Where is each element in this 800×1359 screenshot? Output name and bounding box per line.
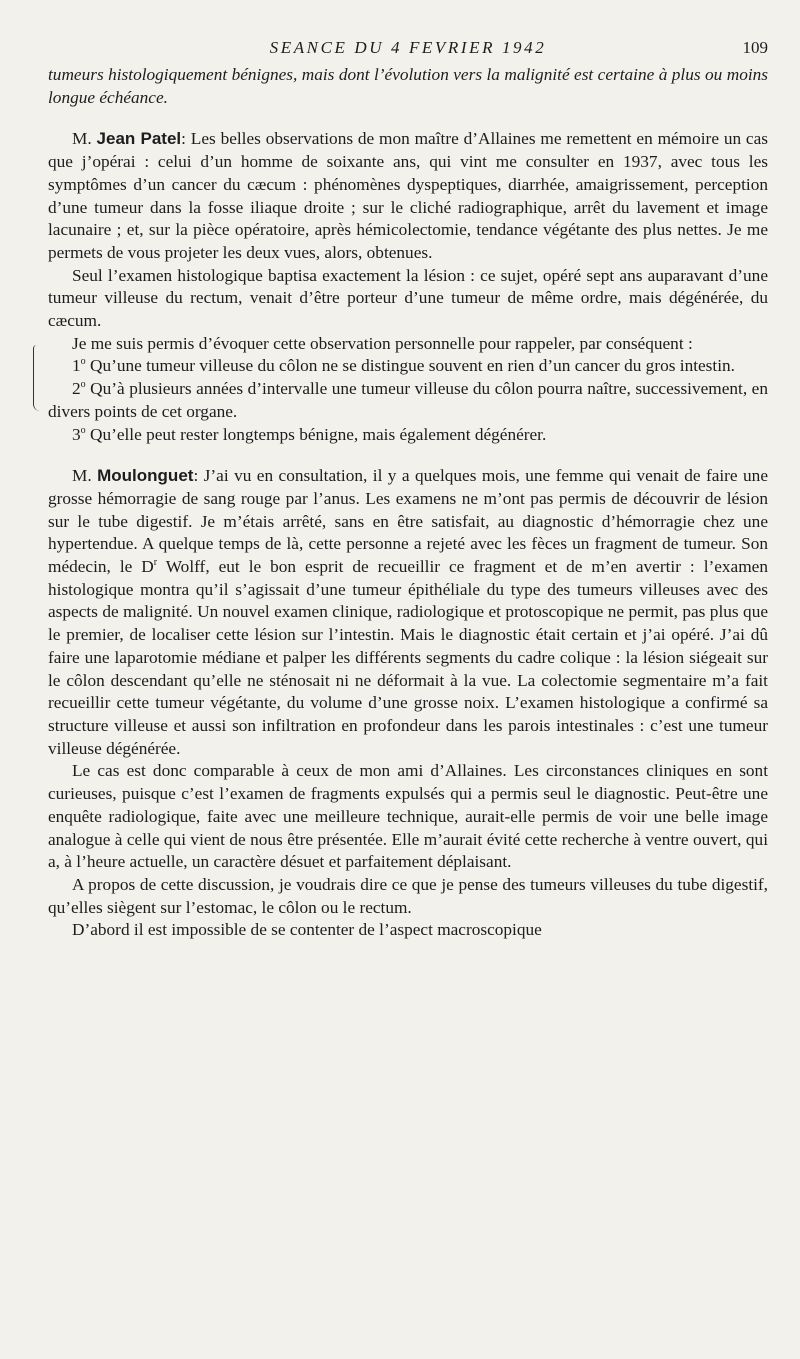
speaker-prefix: M. [72,129,97,149]
running-header [48,38,768,64]
item-number: 3 [72,424,81,444]
degree-mark: o [80,424,86,436]
speaker-prefix: M. [72,466,98,486]
speaker-name: Moulonguet [97,466,194,486]
numbered-item [48,378,768,423]
page-number: 109 [742,38,768,57]
paragraph: A propos de cette discussion, je voudrais dire ce que je pense des tumeurs villeuses du tube digestif, qu’elles siègent sur l’estomac, le côlon ou le rectum. [48,874,768,917]
paragraph-continuation: tumeurs histologiquement bénignes, mais dont l’évolution vers la malignité est certaine à plus ou moins longue échéance. [48,65,768,107]
paragraph-text: : J’ai vu en consultation, il y a quelques mois, une femme qui venait de faire une grosse hémorragie de sang rouge par l’anus. Les examens ne m’ont pas permis de découvrir de lésion sur le tube digestif. Je m’étais arrêté, sans en être satisfait, au diagnostic d’hémorragie chez une hypertendue. A quelque temps de là, cette personne a rejeté avec les fèces un fragment de tumeur. Son médecin, le $D^r$ Wolff, eut le bon esprit de recueillir ce fragment et de m’en avertir : l’examen histologique montra qu’il s’agissait d’une tumeur épithéliale du type des tumeurs villeuses avec des aspects de malignité. Un nouvel examen clinique, radiologique et protoscopique ne permit, pas plus que le premier, de localiser cette lésion sur l’intestin. Mais le diagnostic était certain et j’ai opéré. J’ai dû faire une laparotomie médiane et palper les différents segments du cadre colique : la lésion siégeait sur le côlon descendant qu’elle ne sténosait ni ne déformait à la vue. La colectomie segmentaire m’a fait recueillir cette tumeur végétante, du volume d’une grosse noix. L’examen histologique a confirmé sa structure villeuse et aussi son infiltration en profondeur dans les parois intestinales : c’est une tumeur villeuse dégénérée. [48,466,768,758]
paragraph: Je me suis permis d’évoquer cette observation personnelle pour rappeler, par conséquent : [72,333,693,353]
paragraph: Seul l’examen histologique baptisa exactement la lésion : ce sujet, opéré sept ans auparavant d’une tumeur villeuse du rectum, venait d’être porteur d’une tumeur de même ordre, mais dégénérée, du cæcum. [48,265,768,331]
paragraph: Le cas est donc comparable à ceux de mon ami d’Allaines. Les circonstances cliniques en sont curieuses, puisque c’est l’examen de fragments expulsés qui a permis seul le diagnostic. Peut-être une enquête radiologique, faite avec une meilleure technique, aurait-elle permis de voir une belle image analogue à celle qui vient de nous être présentée. Elle m’aurait évité cette recherche à ventre ouvert, qui a, à l’heure actuelle, un caractère désuet et parfaitement déplaisant. [48,761,768,872]
numbered-item [48,424,768,447]
body-text [48,64,768,942]
item-text: Qu’à plusieurs années d’intervalle une tumeur villeuse du côlon pourra naître, successivement, en divers points de cet organe. [48,379,768,421]
item-number: 2 [72,379,81,399]
degree-mark: o [80,356,86,368]
paragraph: D’abord il est impossible de se contenter de l’aspect macroscopique [72,920,542,940]
paragraph-text: : Les belles observations de mon maître d’Allaines me remettent en mémoire un cas que j’opérai : celui d’un homme de soixante ans, qui vint me consulter en 1937, avec tous les symptômes d’un cancer du cæcum : phénomènes dyspeptiques, diarrhée, amaigrissement, perception d’une tumeur dans la fosse iliaque droite ; sur le cliché radiographique, arrêt du lavement et image lacunaire ; et, sur la pièce opératoire, après hémicolectomie, tendance végétante des plus nettes. Je me permets de vous projeter les deux vues, alors, obtenues. [48,129,768,262]
numbered-item [48,355,768,378]
paragraph-patel [48,128,768,264]
paragraph-moulonguet [48,465,768,760]
degree-mark: o [80,379,86,391]
item-text: Qu’une tumeur villeuse du côlon ne se distingue souvent en rien d’un cancer du gros intestin. [85,356,735,376]
speaker-name: Jean Patel [96,129,182,149]
margin-bracket-mark [33,345,40,411]
header-title: SEANCE DU 4 FEVRIER 1942 [269,38,547,57]
item-text: Qu’elle peut rester longtemps bénigne, mais également dégénérer. [85,424,547,444]
item-number: 1 [72,356,81,376]
